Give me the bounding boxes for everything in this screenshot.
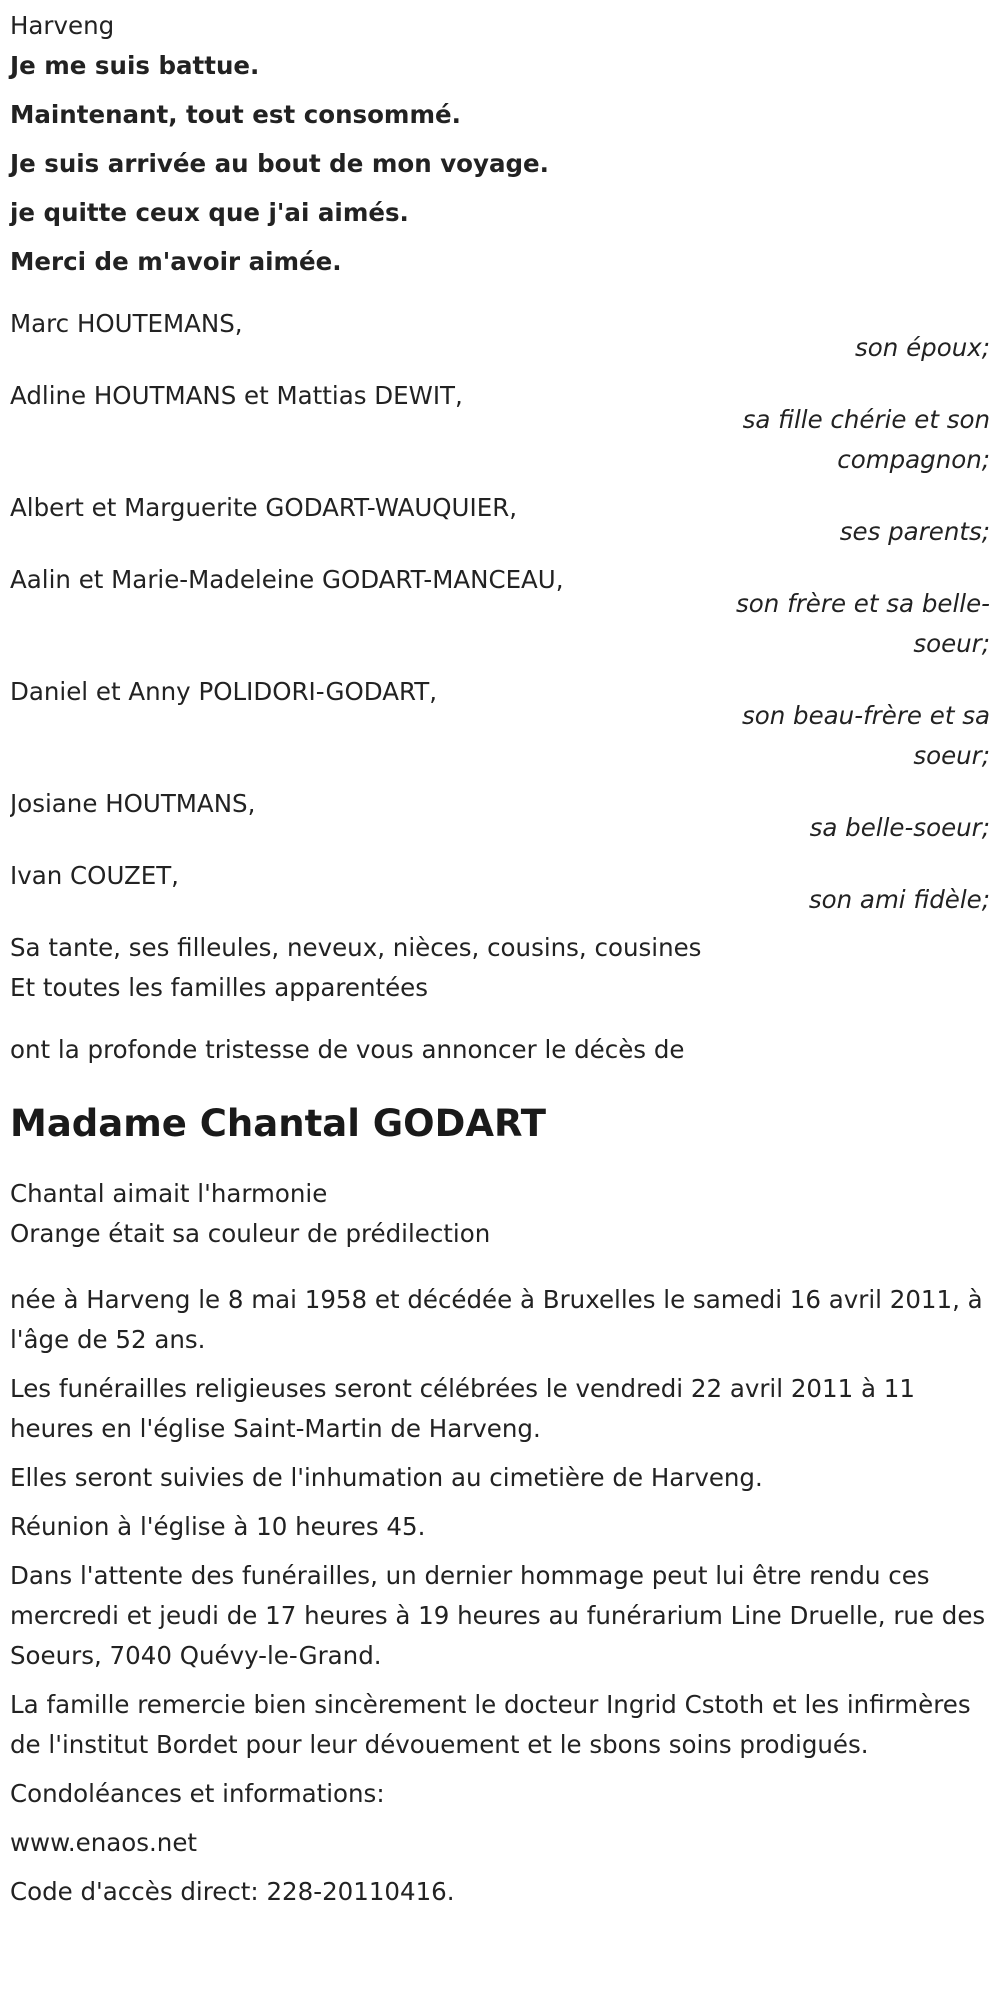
tribute-line: Orange était sa couleur de prédilection <box>10 1219 491 1248</box>
mourners-list <box>10 304 990 928</box>
mourner-entry <box>10 304 990 376</box>
mourner-name: Aalin et Marie-Madeleine GODART-MANCEAU, <box>10 565 564 594</box>
mourner-entry <box>10 376 990 488</box>
mourner-relation: sa belle-soeur; <box>809 813 990 842</box>
condolences-label: Condoléances et informations: <box>10 1779 385 1808</box>
birth-death-info: née à Harveng le 8 mai 1958 et décédée à Bruxelles le samedi 16 avril 2011, à l'âge de 52 ans. <box>10 1285 983 1354</box>
poem <box>10 46 990 282</box>
mourner-relation: ses parents; <box>839 517 990 546</box>
mourner-entry <box>10 856 990 928</box>
tribute-line: Chantal aimait l'harmonie <box>10 1179 328 1208</box>
poem-line: je quitte ceux que j'ai aimés. <box>10 198 409 227</box>
mourner-name: Daniel et Anny POLIDORI-GODART, <box>10 677 437 706</box>
mourner-name: Ivan COUZET, <box>10 861 179 890</box>
access-code: Code d'accès direct: 228-20110416. <box>10 1877 455 1906</box>
mourner-relation: son beau-frère et sa soeur; <box>741 701 990 770</box>
announcement: ont la profonde tristesse de vous annoncer le décès de <box>10 1035 685 1064</box>
location: Harveng <box>10 11 115 40</box>
mourner-entry <box>10 488 990 560</box>
mourner-entry <box>10 672 990 784</box>
funeral-details <box>10 1280 990 1912</box>
poem-line: Maintenant, tout est consommé. <box>10 100 461 129</box>
visitation-info: Dans l'attente des funérailles, un dernier hommage peut lui être rendu ces mercredi et jeudi de 17 heures à 19 heures au funérarium Line Druelle, rue des Soeurs, 7040 Quévy-le-Grand. <box>10 1561 986 1670</box>
poem-line: Je suis arrivée au bout de mon voyage. <box>10 149 549 178</box>
deceased-name: Madame Chantal GODART <box>10 1102 547 1145</box>
extended-family <box>10 928 990 1008</box>
meeting-info: Réunion à l'église à 10 heures 45. <box>10 1512 426 1541</box>
mourner-entry <box>10 784 990 856</box>
mourner-name: Marc HOUTEMANS, <box>10 309 243 338</box>
mourner-entry <box>10 560 990 672</box>
mourner-name: Josiane HOUTMANS, <box>10 789 256 818</box>
extended-family-line: Sa tante, ses filleules, neveux, nièces, cousins, cousines <box>10 933 702 962</box>
mourner-name: Albert et Marguerite GODART-WAUQUIER, <box>10 493 517 522</box>
poem-line: Merci de m'avoir aimée. <box>10 247 342 276</box>
extended-family-line: Et toutes les familles apparentées <box>10 973 428 1002</box>
funeral-info: Les funérailles religieuses seront célébrées le vendredi 22 avril 2011 à 11 heures en l'église Saint-Martin de Harveng. <box>10 1374 915 1443</box>
mourner-relation: sa fille chérie et son compagnon; <box>742 405 990 474</box>
burial-info: Elles seront suivies de l'inhumation au cimetière de Harveng. <box>10 1463 763 1492</box>
poem-line: Je me suis battue. <box>10 51 260 80</box>
website-link[interactable]: www.enaos.net <box>10 1828 198 1857</box>
mourner-name: Adline HOUTMANS et Mattias DEWIT, <box>10 381 463 410</box>
thanks-note: La famille remercie bien sincèrement le docteur Ingrid Cstoth et les infirmères de l'institut Bordet pour leur dévouement et le sbons soins prodigués. <box>10 1690 971 1759</box>
mourner-relation: son frère et sa belle-soeur; <box>736 589 990 658</box>
mourner-relation: son ami fidèle; <box>808 885 990 914</box>
mourner-relation: son époux; <box>855 333 990 362</box>
tribute <box>10 1174 990 1254</box>
